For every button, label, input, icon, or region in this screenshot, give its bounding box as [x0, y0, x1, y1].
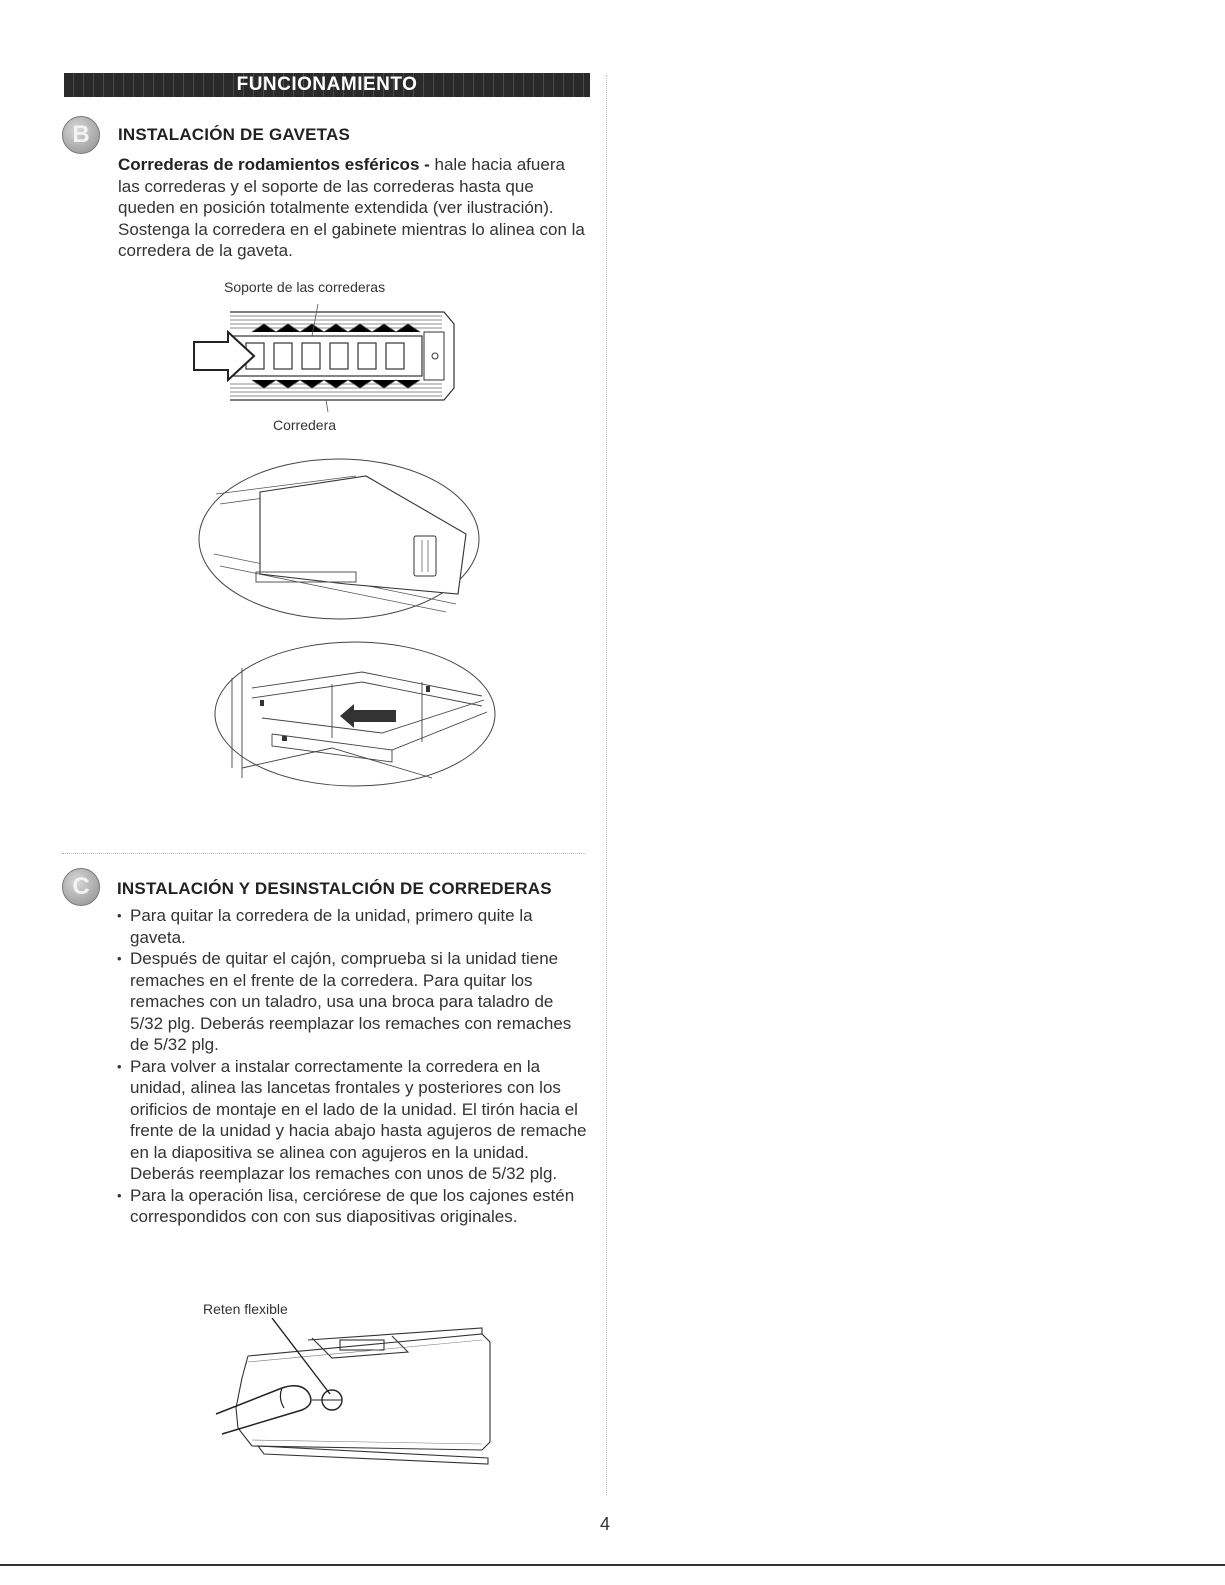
section-b-heading: INSTALACIÓN DE GAVETAS: [118, 125, 351, 144]
figure-label-flexible-retainer: Reten flexible: [203, 1301, 288, 1317]
figure-label-slide-support: Soporte de las correderas: [224, 279, 386, 295]
section-c-bullet-list: [117, 905, 587, 1228]
slide-rail-figure: [192, 302, 460, 412]
slide-closeup-figure: [196, 454, 482, 624]
section-b-paragraph: [118, 154, 586, 262]
section-separator: [62, 853, 586, 854]
section-b-lead: Correderas de rodamientos esféricos -: [118, 155, 430, 174]
section-b-badge: B: [62, 116, 100, 154]
section-c-heading: INSTALACIÓN Y DESINSTALCIÓN DE CORREDERAS: [117, 879, 552, 898]
list-item: • Para volver a instalar correctamente la corredera en la unidad, alinea las lancetas frontales y posteriores con los orificios de montaje en el lado de la unidad. El tirón hacia el frente de la unidad y hacia abajo hasta agujeros de remache en la diapositiva se alinea con agujeros en la unidad. Deberás reemplazar los remaches con unos de 5/32 plg.: [117, 1056, 587, 1185]
bottom-border: [0, 1564, 1225, 1566]
section-c-badge: C: [62, 868, 100, 906]
figure-label-slide: Corredera: [273, 417, 337, 433]
section-header-bar: [64, 73, 590, 97]
list-item: • Para quitar la corredera de la unidad, primero quite la gaveta.: [117, 905, 587, 948]
list-item: • Después de quitar el cajón, comprueba si la unidad tiene remaches en el frente de la corredera. Para quitar los remaches con un taladro, usa una broca para taladro de 5/32 plg. Deberás reemplazar los remaches con remaches de 5/32 plg.: [117, 948, 587, 1056]
flexible-retainer-figure: [212, 1318, 492, 1474]
section-header-title: FUNCIONAMIENTO: [236, 74, 418, 95]
page-number: 4: [600, 1514, 611, 1534]
list-item: • Para la operación lisa, cerciórese de que los cajones estén correspondidos con con sus diapositivas originales.: [117, 1185, 587, 1228]
column-divider: [606, 75, 607, 1495]
drawer-installation-figure: [212, 638, 498, 790]
section-b-body: hale hacia afuera las correderas y el soporte de las correderas hasta que queden en posición totalmente extendida (ver ilustración). Sostenga la corredera en el gabinete mientras lo alinea con la corredera de la gaveta.: [118, 155, 585, 260]
